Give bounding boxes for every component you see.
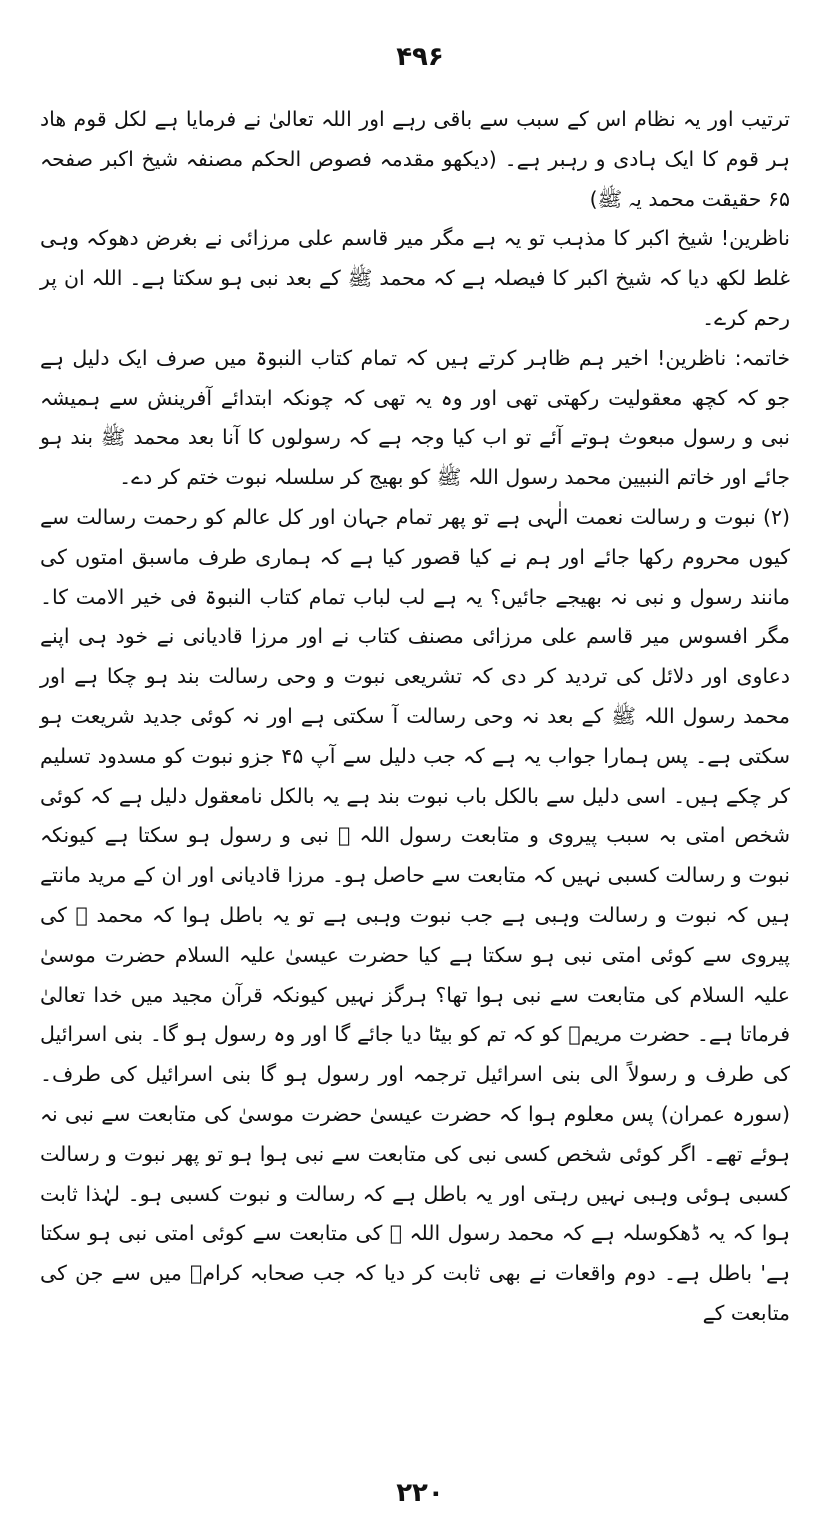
body-text [40, 100, 790, 1334]
paragraph-continuation: ترتیب اور یہ نظام اس کے سبب سے باقی رہے اور اللہ تعالیٰ نے فرمایا ہے لکل قوم ھاد ہر قوم کا ایک ہادی و رہبر ہے۔ (دیکھو مقدمہ فصوص الحکم مصنفہ شیخ اکبر صفحہ ۶۵ حقیقت محمد یہ ﷺ) [40, 107, 790, 211]
paragraph-point-2: (۲) نبوت و رسالت نعمت الٰہی ہے تو پھر تمام جہان اور کل عالم کو رحمت رسالت سے کیوں محروم رکھا جائے اور ہم نے کیا قصور کیا ہے کہ ہماری طرف ماسبق امتوں کی مانند رسول و نبی نہ بھیجے جائیں؟ یہ ہے لب لباب تمام کتاب النبوۃ فی خیر الامت کا۔ مگر افسوس میر قاسم علی مرزائی مصنف کتاب نے اور مرزا قادیانی نے خود ہی اپنے دعاوی اور دلائل کی تردید کر دی کہ تشریعی نبوت و وحی رسالت بند ہو چکا ہے اور محمد رسول اللہ ﷺ کے بعد نہ وحی رسالت آ سکتی ہے اور نہ کوئی جدید شریعت ہو سکتی ہے۔ پس ہمارا جواب یہ ہے کہ جب دلیل سے آپ ۴۵ جزو نبوت کو مسدود تسلیم کر چکے ہیں۔ اسی دلیل سے بالکل باب نبوت بند ہے یہ بالکل نامعقول دلیل ہے کہ کوئی شخص امتی بہ سبب پیروی و متابعت رسول اللہ ﷺ نبی و رسول ہو سکتا ہے کیونکہ نبوت و رسالت کسبی نہیں کہ متابعت سے حاصل ہو۔ مرزا قادیانی اور ان کے مرید مانتے ہیں کہ نبوت و رسالت وہبی ہے جب نبوت وہبی ہے تو یہ باطل ہوا کہ محمد ﷺ کی پیروی سے کوئی امتی نبی ہو سکتا ہے کیا حضرت عیسیٰ علیہ السلام حضرت موسیٰ علیہ السلام کی متابعت سے نبی ہوا تھا؟ ہرگز نہیں کیونکہ قرآن مجید میں خدا تعالیٰ فرماتا ہے۔ حضرت مریمؑ کو کہ تم کو بیٹا دیا جائے گا اور وہ رسول ہو گا۔ بنی اسرائیل کی طرف و رسولاً الی بنی اسرائیل ترجمہ اور رسول ہو گا بنی اسرائیل کی طرف۔ (سورہ عمران) پس معلوم ہوا کہ حضرت عیسیٰ حضرت موسیٰ کی متابعت سے نبی نہ ہوئے تھے۔ اگر کوئی شخص کسی نبی کی متابعت سے نبی ہوا ہو تو پھر نبوت و رسالت کسبی ہوئی وہبی نہیں رہتی اور یہ باطل ہے کہ رسالت و نبوت کسبی ہو۔ لہٰذا ثابت ہوا کہ یہ ڈھکوسلہ ہے کہ محمد رسول اللہ ﷺ کی متابعت سے کوئی امتی نبی ہو سکتا ہے' باطل ہے۔ دوم واقعات نے بھی ثابت کر دیا کہ جب صحابہ کرامؓ میں سے جن کی متابعت کے [40, 504, 790, 1325]
page-number-bottom: ۲۲۰ [396, 1478, 444, 1508]
paragraph-conclusion: خاتمہ: ناظرین! اخیر ہم ظاہر کرتے ہیں کہ تمام کتاب النبوۃ میں صرف ایک دلیل ہے جو کہ کچھ معقولیت رکھتی تھی اور وہ یہ تھی کہ چونکہ ابتدائے آفرینش سے ہمیشہ نبی و رسول مبعوث ہوتے آئے تو اب کیا وجہ ہے کہ رسولوں کا آنا بعد محمد ﷺ بند ہو جائے اور خاتم النبیین محمد رسول اللہ ﷺ کو بھیج کر سلسلہ نبوت ختم کر دے۔ [40, 345, 790, 490]
page-number-top: ۴۹۶ [396, 42, 444, 72]
paragraph-readers: ناظرین! شیخ اکبر کا مذہب تو یہ ہے مگر میر قاسم علی مرزائی نے بغرض دھوکہ وہی غلط لکھ دیا کہ شیخ اکبر کا فیصلہ ہے کہ محمد ﷺ کے بعد نبی ہو سکتا ہے۔ اللہ ان پر رحم کرے۔ [40, 226, 790, 330]
